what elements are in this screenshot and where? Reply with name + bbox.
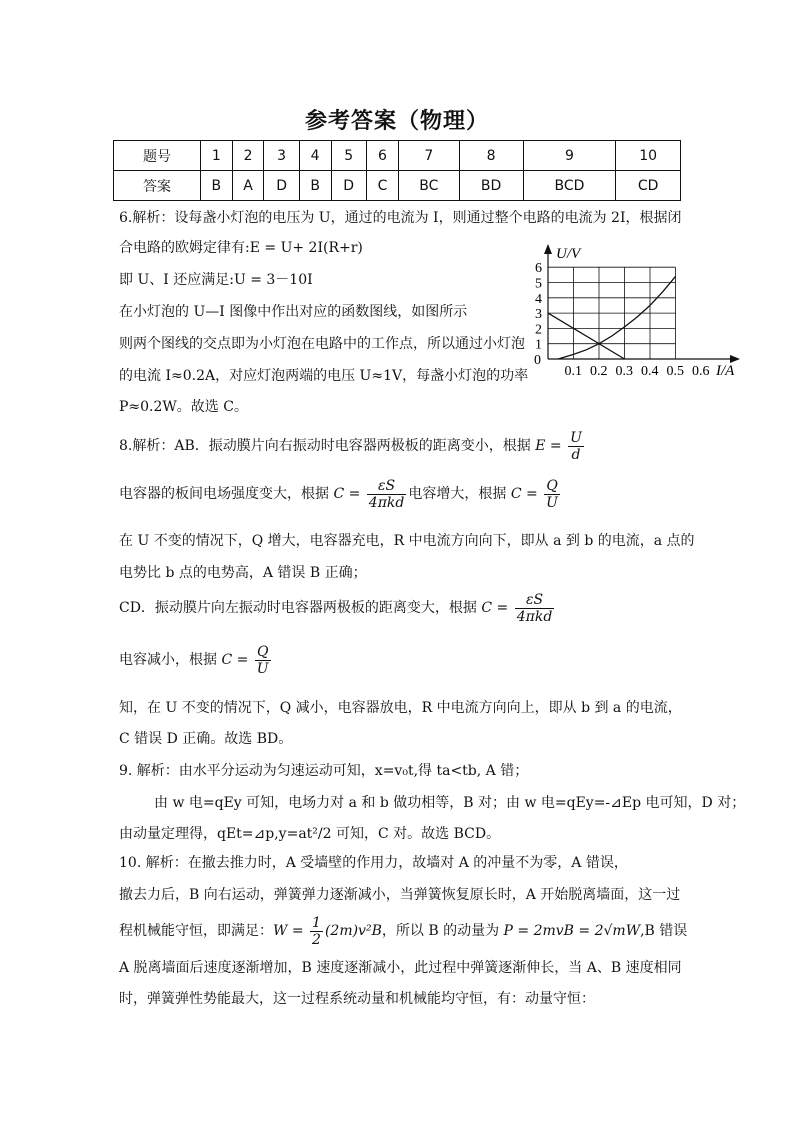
series-line-lamp-curve [558, 276, 675, 359]
q10-line-1: 10. 解析：在撤去推力时，A 受墙壁的作用力，故墙对 A 的冲量不为零，A 错误， [119, 855, 628, 871]
q8-text-6: 电容减小，根据 [119, 652, 217, 668]
formula-lhs: C = [481, 600, 513, 616]
formula-lhs: C = [333, 486, 365, 502]
x-tick-label: 0.3 [615, 364, 633, 379]
answer-table [113, 140, 681, 201]
y-axis-arrow [544, 244, 552, 254]
formula-lhs: C = [221, 652, 253, 668]
origin-label: 0 [534, 353, 541, 368]
chart-ticks [535, 261, 710, 379]
q9-line-2: 由 w 电=qEy 可知，电场力对 a 和 b 做功相等，B 对；由 w 电=qEy=-⊿Ep 电可知，D 对； [154, 795, 746, 811]
formula-half [310, 915, 323, 948]
formula-c-q-over-u [544, 478, 560, 511]
u-i-chart [530, 238, 750, 380]
y-tick-label: 5 [535, 276, 542, 292]
row-label: 题号 [114, 141, 201, 171]
y-tick-label: 3 [535, 307, 542, 323]
formula-lhs: C = [510, 486, 543, 502]
q6-line-6: 的电流 I≈0.2A，对应灯泡两端的电压 U≈1V，每盏小灯泡的功率 [119, 368, 529, 384]
q10-line-2: 撤去力后，B 向右运动，弹簧弹力逐渐减小，当弹簧恢复原长时，A 开始脱离墙面，这一过 [119, 887, 681, 903]
y-tick-label: 6 [535, 261, 542, 277]
q8-line-6 [119, 642, 273, 678]
y-tick-label: 2 [535, 322, 542, 338]
q8-line-2 [119, 476, 562, 512]
q10-line-5: 时，弹簧弹性势能最大，这一过程系统动量和机械能均守恒，有：动量守恒： [119, 991, 595, 1007]
formula-lhs: W = [273, 923, 309, 939]
y-tick-label: 1 [535, 337, 542, 353]
answer-cell: BC [399, 171, 459, 201]
answer-cell: C [366, 171, 398, 201]
denominator: d [571, 446, 581, 463]
page-title: 参考答案（物理） [304, 108, 489, 134]
question-number-row [114, 141, 681, 171]
q8-line-8: C 错误 D 正确。故选 BD。 [119, 731, 293, 747]
q6-line-2: 合电路的欧姆定律有:E = U+ 2I(R+r) [119, 240, 363, 256]
question-number: 5 [331, 141, 366, 171]
numerator: U [570, 429, 582, 446]
q10-text-3c: ,B 错误 [640, 923, 688, 939]
q10-text-3b: ，所以 B 的动量为 [381, 923, 500, 939]
question-number: 6 [366, 141, 398, 171]
x-tick-label: 0.1 [564, 364, 582, 379]
q8-text-2b: 电容增大，根据 [408, 486, 507, 502]
answer-cell: A [232, 171, 264, 201]
q8-line-4: 电势比 b 点的电势高，A 错误 B 正确； [119, 565, 367, 581]
answer-cell: BCD [523, 171, 616, 201]
formula-momentum: P = 2mvB = 2√mW [503, 923, 641, 939]
chart-grid [548, 267, 676, 359]
question-number: 9 [523, 141, 616, 171]
x-tick-label: 0.4 [641, 364, 659, 379]
q10-text-3a: 程机械能守恒，即满足： [119, 923, 273, 939]
q8-text-1: 8.解析：AB．振动膜片向右振动时电容器两极板的距离变小，根据 [119, 438, 531, 454]
question-number: 1 [200, 141, 232, 171]
q6-line-3: 即 U、I 还应满足:U = 3－10I [119, 272, 313, 288]
answer-cell: BD [459, 171, 523, 201]
y-tick-label: 4 [535, 291, 542, 307]
denominator: 2 [312, 931, 321, 948]
formula-e-u-over-d [568, 430, 584, 463]
q8-line-5 [119, 590, 556, 626]
q6-line-4: 在小灯泡的 U—I 图像中作出对应的函数图线，如图所示 [119, 304, 468, 320]
q9-line-3: 由动量定理得，qEt=⊿p,y=at²/2 可知，C 对。故选 BCD。 [119, 826, 501, 842]
numerator: εS [515, 592, 555, 609]
q8-line-1 [119, 428, 586, 464]
q8-text-5: CD．振动膜片向左振动时电容器两极板的距离变大，根据 [119, 600, 477, 616]
denominator: U [546, 494, 558, 511]
x-axis-arrow [730, 355, 740, 363]
formula-rhs: (2m)v²B [324, 923, 382, 939]
denominator: U [256, 660, 269, 677]
numerator: εS [367, 478, 407, 495]
formula-c-capacitance [515, 592, 555, 625]
row-label: 答案 [114, 171, 201, 201]
y-axis-label: U/V [556, 246, 581, 262]
numerator: Q [255, 644, 271, 661]
x-tick-label: 0.2 [590, 364, 608, 379]
x-axis-label: I/A [716, 363, 735, 379]
question-number: 10 [616, 141, 681, 171]
answer-cell: B [299, 171, 331, 201]
series-line-linear [548, 313, 625, 359]
question-number: 8 [459, 141, 523, 171]
answer-row [114, 171, 681, 201]
x-tick-label: 0.6 [692, 364, 710, 379]
q6-line-7: P≈0.2W。故选 C。 [119, 399, 248, 415]
question-number: 2 [232, 141, 264, 171]
answer-cell: B [200, 171, 232, 201]
question-number: 4 [299, 141, 331, 171]
q8-line-3: 在 U 不变的情况下，Q 增大，电容器充电，R 中电流方向向下，即从 a 到 b 的电流，a 点的 [119, 533, 695, 549]
numerator: Q [544, 478, 560, 495]
denominator: 4πkd [516, 608, 553, 625]
question-number: 7 [399, 141, 459, 171]
numerator: 1 [312, 914, 321, 931]
chart-series [548, 276, 676, 359]
formula-c-capacitance [367, 478, 407, 511]
q8-text-2: 电容器的板间电场强度变大，根据 [119, 486, 329, 502]
question-number: 3 [264, 141, 299, 171]
answer-cell: CD [616, 171, 681, 201]
x-tick-label: 0.5 [666, 364, 684, 379]
q10-line-4: A 脱离墙面后速度逐渐增加，B 速度逐渐减小，此过程中弹簧逐渐伸长，当 A、B 速度相同 [119, 960, 682, 976]
q8-line-7: 知，在 U 不变的情况下，Q 减小，电容器放电，R 中电流方向向上，即从 b 到 a 的电流， [119, 700, 682, 716]
formula-c-q-over-u [255, 644, 271, 677]
q6-line-5: 则两个图线的交点即为小灯泡在电路中的工作点，所以通过小灯泡 [119, 336, 525, 352]
q10-line-3 [119, 913, 687, 949]
q9-line-1: 9. 解析：由水平分运动为匀速运动可知，x=v₀t,得 ta<tb, A 错； [119, 763, 529, 779]
formula-lhs: E = [535, 438, 567, 454]
answer-cell: D [264, 171, 299, 201]
denominator: 4πkd [368, 494, 405, 511]
q6-line-1: 6.解析：设每盏小灯泡的电压为 U，通过的电流为 I，则通过整个电路的电流为 2I，根据闭 [119, 210, 682, 226]
answer-cell: D [331, 171, 366, 201]
